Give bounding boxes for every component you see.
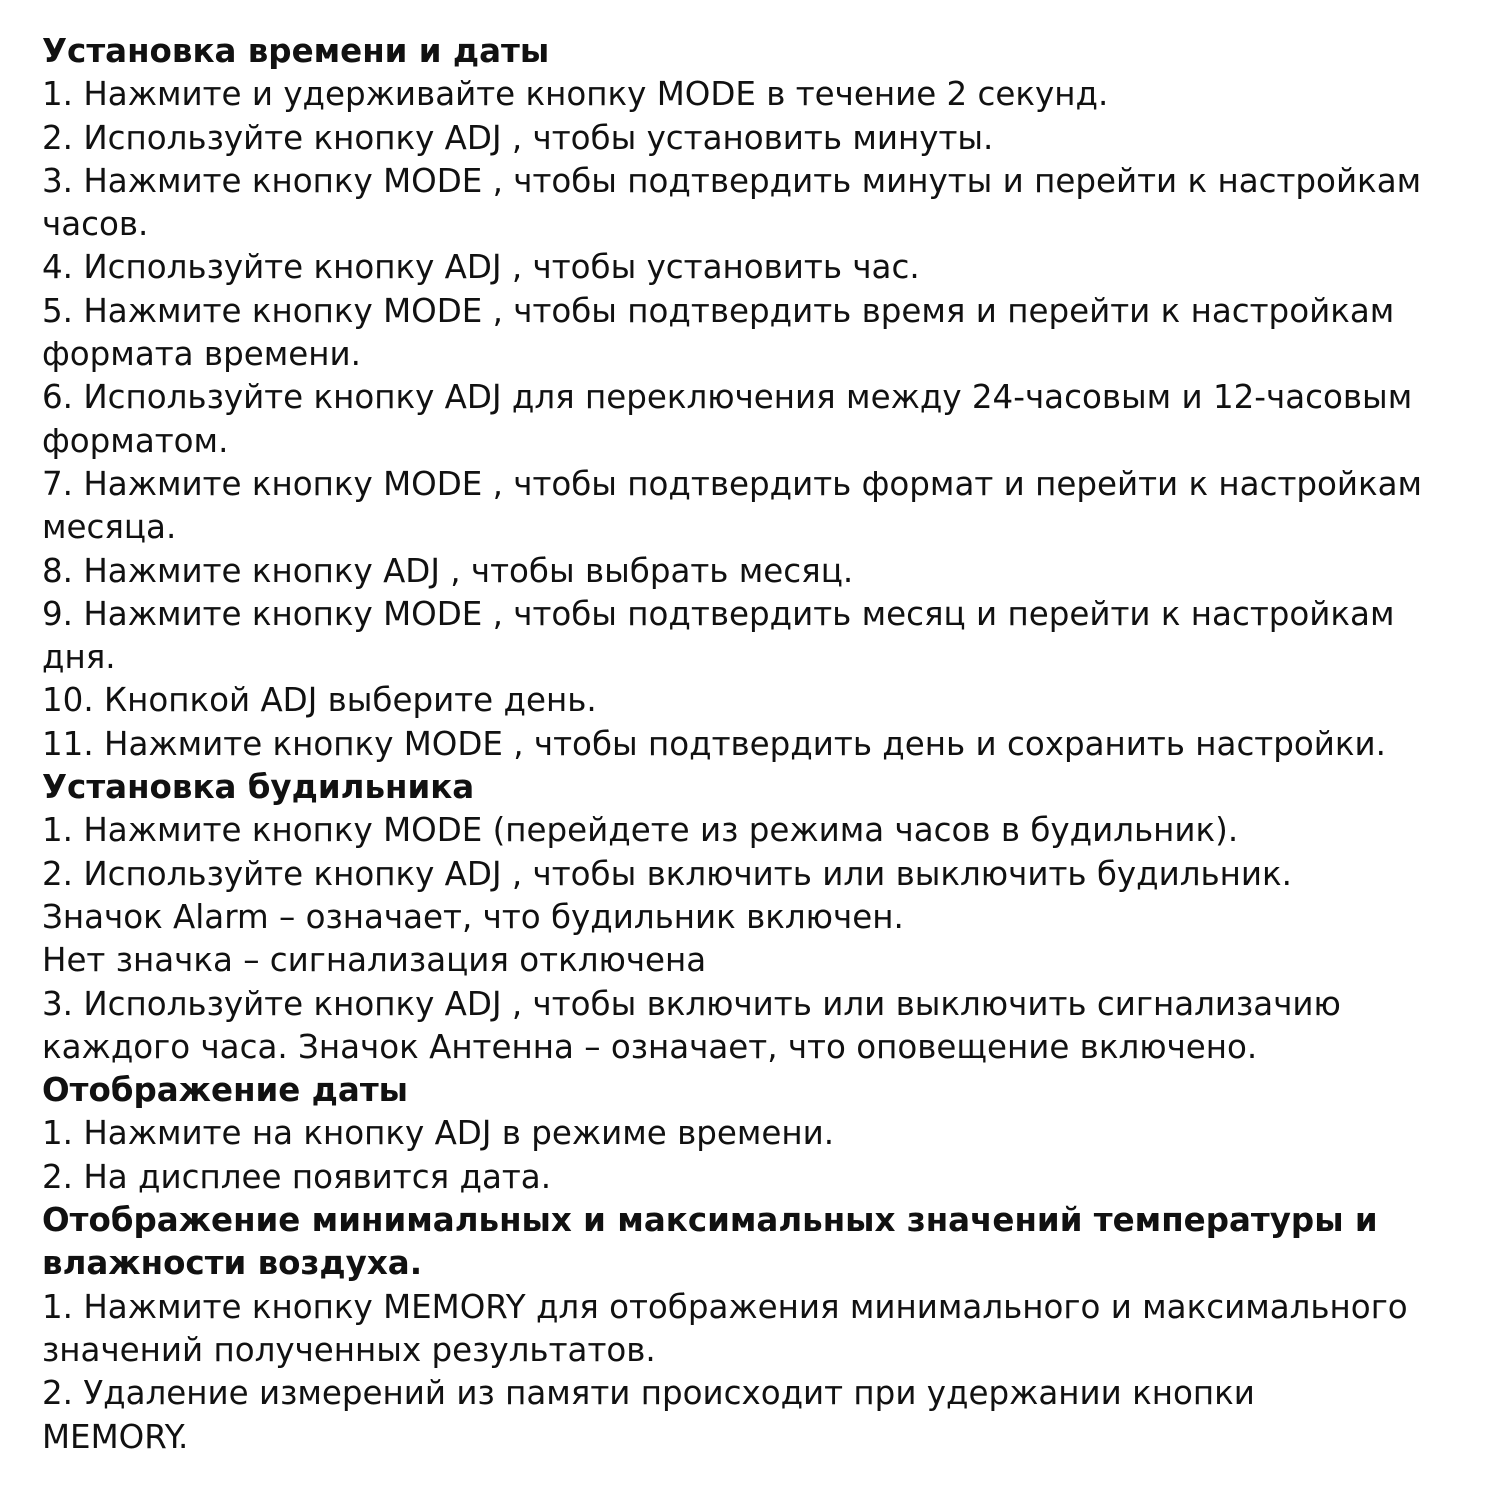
instruction-line: дня. (42, 638, 116, 677)
instruction-line: месяца. (42, 508, 177, 547)
instruction-line: каждого часа. Значок Антенна – означает, что оповещение включено. (42, 1027, 1258, 1066)
instruction-line: 3. Нажмите кнопку MODE , чтобы подтвердить минуты и перейти к настройкам (42, 161, 1422, 200)
instruction-line: 2. На дисплее появится дата. (42, 1157, 552, 1196)
section-heading-alarm: Установка будильника (42, 768, 475, 807)
instruction-line: 8. Нажмите кнопку ADJ , чтобы выбрать месяц. (42, 551, 854, 590)
instruction-line: формата времени. (42, 335, 361, 374)
instruction-line: 10. Кнопкой ADJ выберите день. (42, 681, 597, 720)
instruction-line: 5. Нажмите кнопку MODE , чтобы подтвердить время и перейти к настройкам (42, 291, 1395, 330)
instruction-line: 2. Используйте кнопку ADJ , чтобы включить или выключить будильник. (42, 854, 1293, 893)
instruction-line: 1. Нажмите и удерживайте кнопку MODE в течение 2 секунд. (42, 75, 1109, 114)
instruction-line: 3. Используйте кнопку ADJ , чтобы включить или выключить сигнализачию (42, 984, 1341, 1023)
instruction-line: 4. Используйте кнопку ADJ , чтобы установить час. (42, 248, 920, 287)
instruction-line: MEMORY. (42, 1417, 189, 1456)
section-heading-min-max-continued: влажности воздуха. (42, 1244, 423, 1283)
instruction-line: 7. Нажмите кнопку MODE , чтобы подтвердить формат и перейти к настройкам (42, 464, 1423, 503)
instruction-line: Значок Alarm – означает, что будильник включен. (42, 897, 904, 936)
instruction-line: форматом. (42, 421, 229, 460)
instruction-line: Нет значка – сигнализация отключена (42, 941, 707, 980)
instruction-line: 2. Удаление измерений из памяти происходит при удержании кнопки (42, 1374, 1255, 1413)
section-heading-min-max: Отображение минимальных и максимальных значений температуры и (42, 1201, 1378, 1240)
instruction-line: 9. Нажмите кнопку MODE , чтобы подтвердить месяц и перейти к настройкам (42, 594, 1395, 633)
instruction-document (42, 30, 1482, 1459)
instruction-line: часов. (42, 205, 149, 244)
section-heading-time-date: Установка времени и даты (42, 32, 550, 70)
instruction-line: 6. Используйте кнопку ADJ для переключения между 24-часовым и 12-часовым (42, 378, 1413, 417)
instruction-line: 1. Нажмите на кнопку ADJ в режиме времени. (42, 1114, 835, 1153)
instruction-line: 2. Используйте кнопку ADJ , чтобы установить минуты. (42, 118, 994, 157)
section-heading-date-display: Отображение даты (42, 1071, 409, 1110)
instruction-line: 1. Нажмите кнопку MEMORY для отображения минимального и максимального (42, 1287, 1408, 1326)
instruction-line: значений полученных результатов. (42, 1330, 656, 1369)
instruction-line: 1. Нажмите кнопку MODE (перейдете из режима часов в будильник). (42, 811, 1239, 850)
instruction-line: 11. Нажмите кнопку MODE , чтобы подтвердить день и сохранить настройки. (42, 724, 1386, 763)
